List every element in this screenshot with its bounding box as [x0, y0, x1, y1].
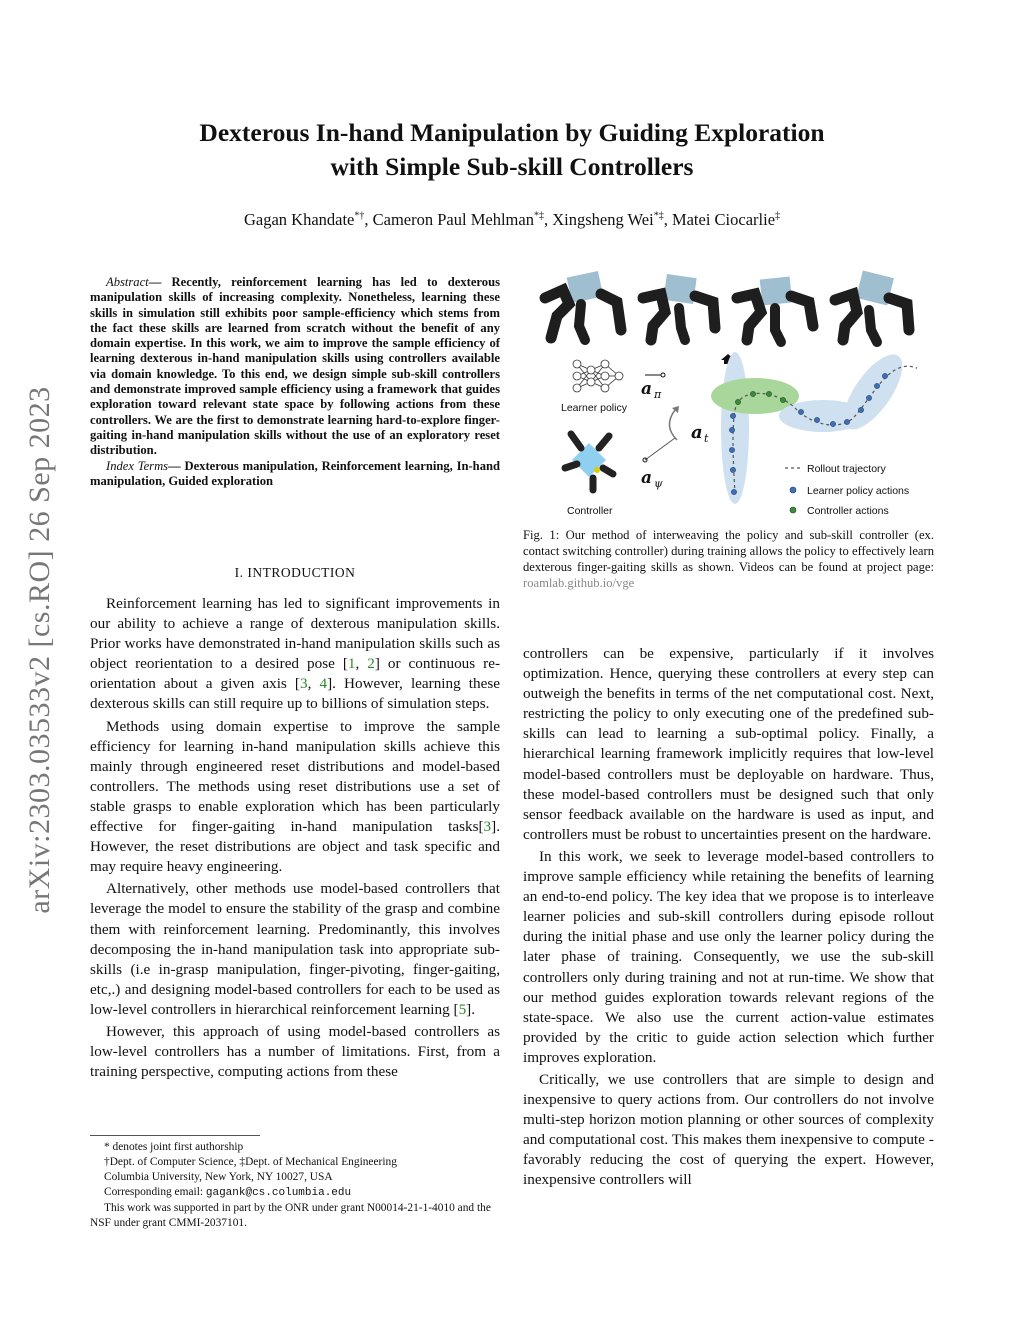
text-run: Reinforcement learning has led to significant improvements in our ability to achieve a range of dexterous manipulation skills. Prior works have demonstrated in-hand manipulation skills such as object reorientation to a desired pose [: [90, 595, 500, 673]
text-run: ,: [307, 675, 320, 693]
email-address[interactable]: gagank@cs.columbia.edu: [205, 1187, 352, 1200]
footnotes: [90, 1135, 500, 1232]
author-list: Gagan Khandate*†, Cameron Paul Mehlman*‡, Xingsheng Wei*‡, Matei Ciocarlie‡: [243, 210, 781, 229]
footnote-address: Columbia University, New York, NY 10027, USA: [104, 1171, 333, 1184]
text-run: Methods using domain expertise to improve the sample efficiency for learning in-hand manipulation skills achieve this mainly through engineered reset distributions and model-based controllers. The methods using reset distributions use a set of stable grasps to enable exploration which has been particularly effective for finger-gaiting in-hand manipulation tasks[: [90, 717, 500, 836]
abstract-label: Abstract: [106, 275, 149, 289]
legend-controller-swatch: [790, 507, 796, 513]
robot-hand-frame-3: [737, 277, 813, 342]
text-run: ] or continuous re-orientation about a given axis [: [90, 655, 501, 693]
text-run: ]. However, learning these dexterous skills can still require up to billions of simulation steps.: [90, 675, 500, 713]
title-line-1: Dexterous In-hand Manipulation by Guiding Exploration: [199, 118, 825, 147]
footnote-joint-authorship: * denotes joint first authorship: [104, 1141, 244, 1153]
intro-paragraph-1: [90, 594, 500, 715]
abstract-text: — Recently, reinforcement learning has led to dexterous manipulation skills of increasing complexity. Nonetheless, learning these skills in simulation still exhibits poor sample-efficiency which stems from the fact these skills are learned from scratch without the benefit of any domain expertise. In this work, we aim to improve the sample efficiency of learning dexterous in-hand manipulation skills using controllers available via domain knowledge. To this end, we design simple sub-skill controllers and demonstrate improved sample efficiency using a framework that guides exploration toward relevant state space by following actions from these controllers. We are the first to demonstrate learning hard-to-explore finger-gaiting in-hand manipulation skills without the use of an exploratory reset distribution.: [90, 275, 500, 458]
controller-hand-icon: [565, 434, 613, 490]
text-run: ,: [355, 655, 368, 673]
arxiv-identifier-text: arXiv:2303.03533v2 [cs.RO] 26 Sep 2023: [23, 386, 56, 914]
intro-paragraph-2: [90, 717, 500, 878]
footnote-funding: This work was supported in part by the ONR under grant N00014-21-1-4010 and the NSF under grant CMMI-2037101.: [90, 1202, 491, 1230]
footnote-email: [90, 1185, 500, 1201]
citation-link[interactable]: 2: [367, 655, 375, 673]
figure-1: [523, 268, 934, 523]
citation-link[interactable]: 5: [458, 1000, 467, 1018]
legend-policy-label: Learner policy actions: [807, 485, 910, 497]
legend-controller-label: Controller actions: [807, 505, 889, 517]
intro-body: [90, 594, 500, 1084]
index-terms-label: Index Terms: [106, 458, 169, 473]
a-psi-line: [645, 438, 675, 460]
legend-policy-swatch: [790, 487, 796, 493]
intro-paragraph-3: [90, 879, 500, 1020]
caption-text: Fig. 1: Our method of interweaving the policy and sub-skill controller (ex. contact switching controller) during training allows the policy to effectively learn dexterous finger-gaiting skills as shown. Videos can be found at project page:: [523, 528, 934, 574]
text-run: Alternatively, other methods use model-based controllers that leverage the model to ensure the stability of the grasp and combine them with reinforcement learning. Predominantly, this involves decomposing the in-hand manipulation task into appropriate sub-skills (i.e in-grasp manipulation, finger-pivoting, finger-gaiting, etc,.) and designing model-based controllers for each to be used as low-level controllers in hierarchical reinforcement learning [: [90, 880, 500, 1018]
footnote-affiliations: †Dept. of Computer Science, ‡Dept. of Mechanical Engineering: [104, 1156, 397, 1169]
abstract-paragraph: [90, 275, 500, 459]
citation-link[interactable]: 3: [483, 818, 492, 836]
text-run: ]. However, the reset distributions are object and task specific and may require heavy engineering.: [90, 818, 500, 876]
legend-rollout-label: Rollout trajectory: [807, 463, 886, 475]
robot-hand-frame-2: [643, 274, 715, 340]
figure-1-diagram: [523, 268, 934, 523]
a-t-symbol: a: [691, 422, 703, 443]
author-name: Matei Ciocarlie: [671, 210, 776, 229]
index-terms-text: — Dexterous manipulation, Reinforcement learning, In-hand manipulation, Guided exploration: [90, 458, 500, 488]
section-heading-introduction: I. INTRODUCTION: [234, 565, 356, 580]
a-t-subscript: t: [704, 432, 709, 445]
author-mark: *‡: [653, 210, 664, 222]
citation-link[interactable]: 3: [299, 675, 308, 693]
arxiv-identifier: [20, 350, 60, 950]
a-pi-symbol: a: [641, 379, 653, 399]
robot-hand-frame-4: [835, 271, 909, 342]
a-psi-subscript: ψ: [654, 477, 663, 490]
a-pi-marker: [661, 373, 665, 377]
learner-policy-label: Learner policy: [561, 402, 627, 414]
controller-label: Controller: [567, 505, 613, 517]
citation-link[interactable]: 4: [319, 675, 328, 693]
author-mark: ‡: [775, 210, 781, 222]
a-pi-subscript: π: [654, 388, 662, 401]
neural-network-icon: [573, 360, 623, 392]
robot-hand-frame-1: [545, 271, 621, 340]
paper-title: [120, 116, 904, 184]
author-name: Gagan Khandate: [243, 210, 355, 229]
switch-arrow: [669, 410, 677, 440]
footnote-rule: [90, 1135, 260, 1136]
project-page-link[interactable]: roamlab.github.io/vge: [523, 576, 635, 590]
right-column-body: [523, 644, 934, 1193]
author-mark: *†: [354, 210, 365, 222]
right-paragraph-1: controllers can be expensive, particularly if it involves optimization. Hence, querying these controllers at every step can outweigh the benefits in terms of the net computational cost. Next, restricting the policy to only executing one of the predefined sub-skills can lead to learning a sub-optimal policy. Finally, a hierarchical learning framework implicitly requires that low-level model-based controllers must be deployable on hardware. Thus, these model-based controllers must be designed such that only sensor feedback available on the hardware is used as input, and controllers must be robust to uncertainties present on the hardware.: [523, 645, 934, 843]
email-label: Corresponding email:: [104, 1186, 206, 1199]
policy-phase-region: [721, 352, 749, 504]
a-psi-symbol: a: [641, 468, 653, 488]
author-name: Xingsheng Wei: [552, 210, 654, 229]
text-run: ].: [466, 1000, 476, 1018]
right-paragraph-3: Critically, we use controllers that are simple to design and inexpensive to query actions from. Our controllers do not involve multi-step horizon motion planning or other sources of complexity and computational cost. This makes them inexpensive to compute - favorably reducing the cost of querying the expert. However, inexpensive controllers will: [523, 1070, 934, 1189]
citation-link[interactable]: 1: [347, 655, 356, 673]
author-name: Cameron Paul Mehlman: [372, 210, 534, 229]
intro-paragraph-4: However, this approach of using model-based controllers as low-level controllers has a number of limitations. First, from a training perspective, computing actions from these: [90, 1022, 500, 1081]
abstract: [90, 275, 500, 489]
title-line-2: with Simple Sub-skill Controllers: [330, 152, 694, 181]
figure-1-caption: [523, 527, 934, 591]
author-mark: *‡: [533, 210, 544, 222]
index-terms: [90, 459, 500, 490]
right-paragraph-2: In this work, we seek to leverage model-based controllers to improve sample efficiency while retaining the benefits of learning an end-to-end policy. The key idea that we propose is to interleave learner policies and sub-skill controllers during episode rollout during the initial phase and use only the learner policy during the later phase of training. Consequently, we use the sub-skill controllers only during training and not at run-time. We show that our method guides exploration towards relevant regions of the state-space. We also use the current action-value estimates provided by the critic to guide action selection which further improves exploration.: [523, 847, 934, 1066]
